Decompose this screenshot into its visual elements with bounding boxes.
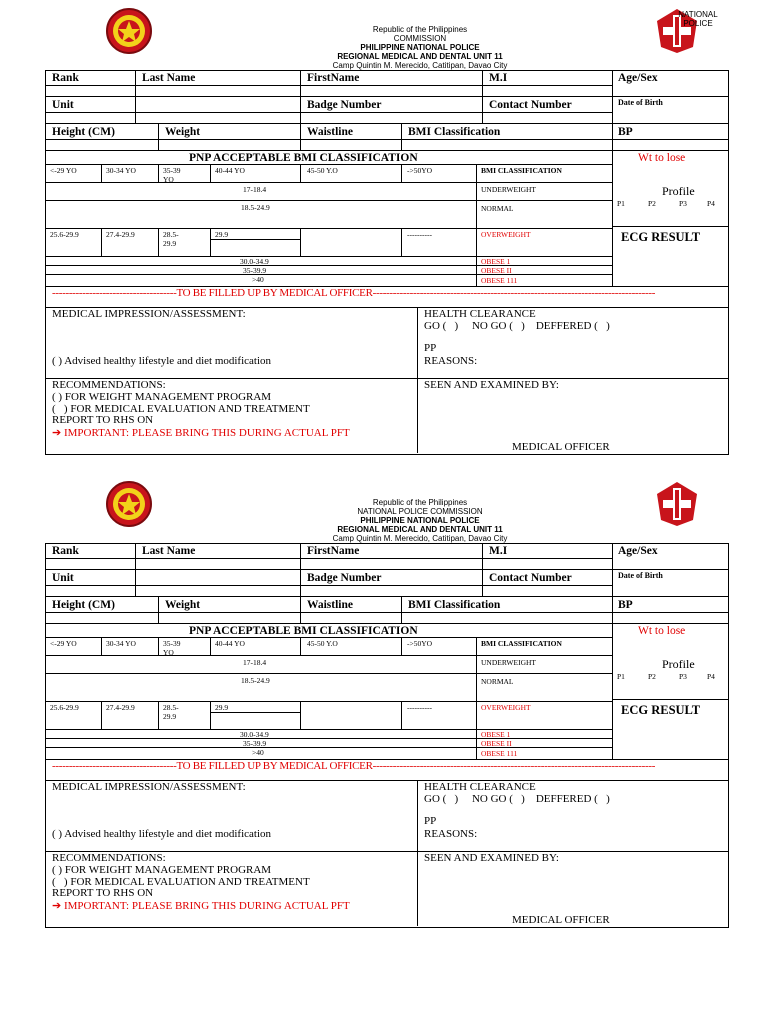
age-group-35-39: 35-39 YO	[163, 166, 181, 184]
wt-to-lose-label: Wt to lose	[638, 152, 686, 164]
obese3-range: >40	[252, 275, 264, 284]
ecg-result-label: ECG RESULT	[621, 230, 701, 244]
age-group-35-39: 35-39 YO	[163, 639, 181, 657]
mi-label: M.I	[489, 72, 508, 84]
bp-label: BP	[618, 599, 633, 611]
rank-label: Rank	[52, 72, 79, 84]
obese3-label: OBESE 111	[481, 276, 518, 285]
wt-to-lose-label: Wt to lose	[638, 625, 686, 637]
height-label: Height (CM)	[52, 126, 115, 138]
bmi-class-header: BMI CLASSIFICATION	[481, 166, 562, 175]
obese1-label: OBESE 1	[481, 730, 511, 739]
profile-label: Profile	[662, 657, 695, 671]
header-line-camp: Camp Quintin M. Merecido, Catitipan, Davao City	[332, 534, 508, 543]
important-notice: ➔ IMPORTANT: PLEASE BRING THIS DURING ACTUAL PFT	[52, 900, 350, 912]
health-clearance-label: HEALTH CLEARANCE	[424, 308, 536, 320]
medical-officer-divider: -------------------------------------TO BE FILLED UP BY MEDICAL OFFICER------------------------------------------------------------------------------------	[52, 287, 656, 299]
age-group-45-50: 45-50 Y.O	[307, 639, 338, 648]
unit-label: Unit	[52, 99, 74, 111]
obese2-range: 35-39.9	[243, 266, 267, 275]
pp-label: PP	[424, 815, 437, 827]
obese1-range: 30.0-34.9	[240, 257, 269, 266]
normal-label: NORMAL	[481, 204, 514, 213]
form-header	[200, 25, 640, 70]
rhs-medical-logo	[655, 480, 699, 533]
rec-weight-management[interactable]: ( ) FOR WEIGHT MANAGEMENT PROGRAM	[52, 864, 272, 876]
pnp-seal-logo	[105, 7, 153, 60]
form-header	[200, 498, 640, 543]
obese2-label: OBESE II	[481, 739, 512, 748]
health-clearance-label: HEALTH CLEARANCE	[424, 781, 536, 793]
reasons-label: REASONS:	[424, 355, 478, 367]
rec-medical-evaluation[interactable]: ( ) FOR MEDICAL EVALUATION AND TREATMENT	[52, 403, 310, 415]
rank-label: Rank	[52, 545, 79, 557]
report-to-rhs-label: REPORT TO RHS ON	[52, 414, 154, 426]
last-name-label: Last Name	[142, 72, 196, 84]
age-group-40-44: 40-44 YO	[215, 639, 245, 648]
profile-p4: P4	[707, 199, 715, 208]
date-of-birth-label: Date of Birth	[618, 571, 663, 580]
seen-examined-label: SEEN AND EXAMINED BY:	[424, 379, 559, 391]
height-label: Height (CM)	[52, 599, 115, 611]
recommendations-label: RECOMMENDATIONS:	[52, 852, 166, 864]
medical-officer-label: MEDICAL OFFICER	[512, 441, 610, 453]
profile-p1: P1	[617, 672, 625, 681]
impression-label: MEDICAL IMPRESSION/ASSESSMENT:	[52, 781, 246, 793]
report-to-rhs-label: REPORT TO RHS ON	[52, 887, 154, 899]
ecg-result-label: ECG RESULT	[621, 703, 701, 717]
first-name-label: FirstName	[307, 72, 360, 84]
underweight-label: UNDERWEIGHT	[481, 658, 536, 667]
header-line-camp: Camp Quintin M. Merecido, Catitipan, Davao City	[332, 61, 508, 70]
bmi-classification-label: BMI Classification	[408, 599, 501, 611]
clearance-options[interactable]: GO ( ) NO GO ( ) DEFFERED ( )	[424, 320, 610, 332]
age-group-29: <-29 YO	[50, 166, 77, 175]
obese3-range: >40	[252, 748, 264, 757]
profile-p3: P3	[679, 672, 687, 681]
header-line-commission: COMMISSION	[393, 34, 447, 43]
overweight-range-50: ----------	[407, 230, 432, 239]
advised-checkbox[interactable]: ( ) Advised healthy lifestyle and diet modification	[52, 355, 272, 367]
right-logo-text: NATIONAL POLICE	[678, 10, 718, 28]
recommendations-label: RECOMMENDATIONS:	[52, 379, 166, 391]
mi-label: M.I	[489, 545, 508, 557]
header-line-unit: REGIONAL MEDICAL AND DENTAL UNIT 11	[337, 525, 503, 534]
bmi-class-header: BMI CLASSIFICATION	[481, 639, 562, 648]
obese2-label: OBESE II	[481, 266, 512, 275]
advised-checkbox[interactable]: ( ) Advised healthy lifestyle and diet modification	[52, 828, 272, 840]
last-name-label: Last Name	[142, 545, 196, 557]
overweight-label: OVERWEIGHT	[481, 230, 531, 239]
medical-form-bottom	[0, 473, 768, 953]
header-line-pnp: PHILIPPINE NATIONAL POLICE	[360, 516, 480, 525]
header-line-republic: Republic of the Philippines	[372, 498, 468, 507]
header-line-republic: Republic of the Philippines	[372, 25, 468, 34]
medical-officer-divider: -------------------------------------TO BE FILLED UP BY MEDICAL OFFICER------------------------------------------------------------------------------------	[52, 760, 656, 772]
header-line-commission: NATIONAL POLICE COMMISSION	[357, 507, 483, 516]
profile-p1: P1	[617, 199, 625, 208]
age-group-45-50: 45-50 Y.O	[307, 166, 338, 175]
overweight-range-29: 25.6-29.9	[50, 230, 79, 239]
seen-examined-label: SEEN AND EXAMINED BY:	[424, 852, 559, 864]
badge-number-label: Badge Number	[307, 99, 382, 111]
rec-weight-management[interactable]: ( ) FOR WEIGHT MANAGEMENT PROGRAM	[52, 391, 272, 403]
profile-p4: P4	[707, 672, 715, 681]
important-notice: ➔ IMPORTANT: PLEASE BRING THIS DURING ACTUAL PFT	[52, 427, 350, 439]
badge-number-label: Badge Number	[307, 572, 382, 584]
overweight-range-35-39: 28.5- 29.9	[163, 230, 179, 248]
weight-label: Weight	[165, 126, 201, 138]
profile-p2: P2	[648, 672, 656, 681]
rec-medical-evaluation[interactable]: ( ) FOR MEDICAL EVALUATION AND TREATMENT	[52, 876, 310, 888]
overweight-range-40-44: 29.9	[215, 703, 229, 712]
obese1-label: OBESE 1	[481, 257, 511, 266]
header-line-pnp: PHILIPPINE NATIONAL POLICE	[360, 43, 480, 52]
waistline-label: Waistline	[307, 126, 354, 138]
underweight-label: UNDERWEIGHT	[481, 185, 536, 194]
age-group-40-44: 40-44 YO	[215, 166, 245, 175]
age-group-30-34: 30-34 YO	[106, 166, 136, 175]
date-of-birth-label: Date of Birth	[618, 98, 663, 107]
obese1-range: 30.0-34.9	[240, 730, 269, 739]
profile-label: Profile	[662, 184, 695, 198]
pp-label: PP	[424, 342, 437, 354]
overweight-range-50: ----------	[407, 703, 432, 712]
medical-form-top	[0, 0, 768, 480]
age-sex-label: Age/Sex	[618, 545, 658, 557]
medical-officer-label: MEDICAL OFFICER	[512, 914, 610, 926]
contact-number-label: Contact Number	[489, 99, 572, 111]
normal-range: 18.5-24.9	[241, 676, 270, 685]
age-group-50: ->50YO	[407, 639, 433, 648]
reasons-label: REASONS:	[424, 828, 478, 840]
overweight-range-30-34: 27.4-29.9	[106, 703, 135, 712]
weight-label: Weight	[165, 599, 201, 611]
age-group-30-34: 30-34 YO	[106, 639, 136, 648]
underweight-range: 17-18.4	[243, 658, 267, 667]
overweight-range-35-39: 28.5- 29.9	[163, 703, 179, 721]
waistline-label: Waistline	[307, 599, 354, 611]
obese2-range: 35-39.9	[243, 739, 267, 748]
underweight-range: 17-18.4	[243, 185, 267, 194]
bmi-classification-label: BMI Classification	[408, 126, 501, 138]
first-name-label: FirstName	[307, 545, 360, 557]
bmi-table-title: PNP ACCEPTABLE BMI CLASSIFICATION	[189, 152, 418, 164]
profile-p3: P3	[679, 199, 687, 208]
overweight-label: OVERWEIGHT	[481, 703, 531, 712]
obese3-label: OBESE 111	[481, 749, 518, 758]
bp-label: BP	[618, 126, 633, 138]
header-line-unit: REGIONAL MEDICAL AND DENTAL UNIT 11	[337, 52, 503, 61]
bmi-table-title: PNP ACCEPTABLE BMI CLASSIFICATION	[189, 625, 418, 637]
clearance-options[interactable]: GO ( ) NO GO ( ) DEFFERED ( )	[424, 793, 610, 805]
age-group-50: ->50YO	[407, 166, 433, 175]
normal-range: 18.5-24.9	[241, 203, 270, 212]
impression-label: MEDICAL IMPRESSION/ASSESSMENT:	[52, 308, 246, 320]
normal-label: NORMAL	[481, 677, 514, 686]
profile-p2: P2	[648, 199, 656, 208]
overweight-range-40-44: 29.9	[215, 230, 229, 239]
overweight-range-29: 25.6-29.9	[50, 703, 79, 712]
pnp-seal-logo	[105, 480, 153, 533]
age-group-29: <-29 YO	[50, 639, 77, 648]
contact-number-label: Contact Number	[489, 572, 572, 584]
unit-label: Unit	[52, 572, 74, 584]
age-sex-label: Age/Sex	[618, 72, 658, 84]
overweight-range-30-34: 27.4-29.9	[106, 230, 135, 239]
